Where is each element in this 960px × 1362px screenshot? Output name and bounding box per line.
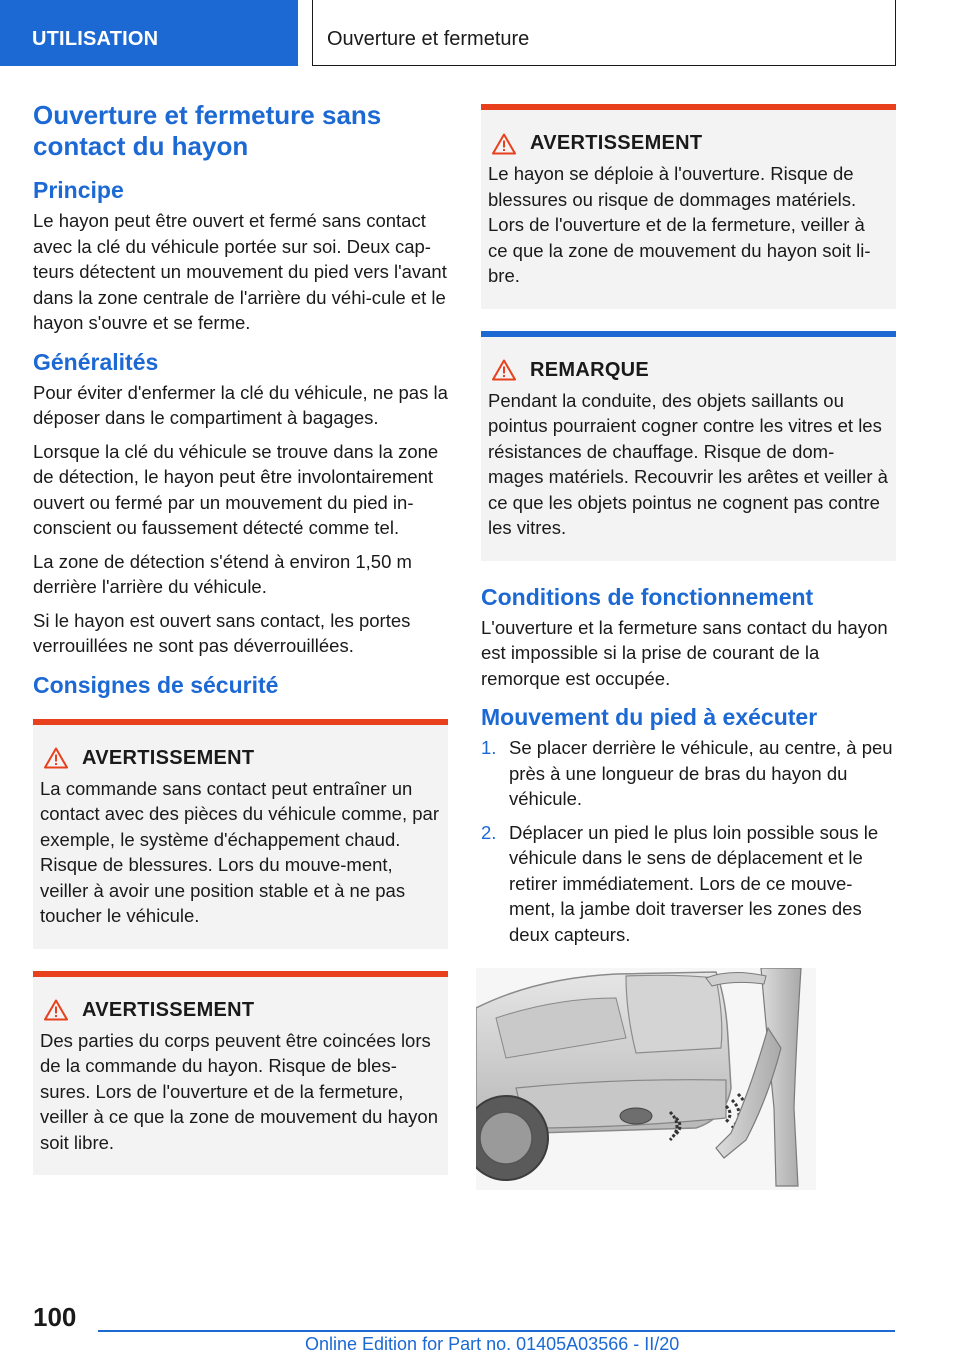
- warning-triangle-icon: [44, 999, 68, 1021]
- warning-box-header: [40, 747, 440, 770]
- car-rear-illustration: [476, 968, 816, 1190]
- warning-triangle-icon: [492, 359, 516, 381]
- warning-text: La commande sans contact peut entraîner un contact avec des pièces du véhicule comme, par exemple, le système d'échappement chaud. Risque de blessures. Lors du mouve-ment, veiller à avoir une position stable et à ne pas toucher le véhicule.: [40, 777, 439, 926]
- right-column: [481, 72, 896, 955]
- warning-text: Le hayon se déploie à l'ouverture. Risque de blessures ou risque de dommages matériels. Lors de l'ouverture et de la fermeture, veiller à ce que la zone de mouvement du hayon soit li-bre.: [488, 163, 871, 286]
- generalites-paragraph: Si le hayon est ouvert sans contact, les portes verrouillées ne sont pas déverrouillées.: [33, 609, 411, 656]
- generalites-paragraph: Pour éviter d'enfermer la clé du véhicule, ne pas la déposer dans le compartiment à bagages.: [33, 381, 448, 428]
- principe-heading: Principe: [33, 177, 124, 203]
- section-tab: UTILISATION: [0, 0, 298, 66]
- page-number: 100: [33, 1302, 77, 1332]
- notice-text: Pendant la conduite, des objets saillants ou pointus pourraient cogner contre les vitres et les résistances de chauffage. Risque de dom-mages matériels. Recouvrir les arêtes et veiller à ce que les objets pointus ne cognent pas contre les vitres.: [488, 389, 888, 538]
- warning-triangle-icon: [44, 747, 68, 769]
- left-column: [33, 100, 448, 1197]
- conditions-text: L'ouverture et la fermeture sans contact du hayon est impossible si la prise de courant de la remorque est occupée.: [481, 616, 888, 689]
- warning-title: AVERTISSEMENT: [82, 998, 255, 1021]
- step-number: 1.: [481, 737, 497, 758]
- mouvement-heading: Mouvement du pied à exécuter: [481, 704, 818, 730]
- step-text: Déplacer un pied le plus loin possible sous le véhicule dans le sens de déplacement et le retirer immédiatement. Lors de ce mouve-ment, la jambe doit traverser les zones des deux capteurs.: [509, 821, 879, 945]
- notice-box: [481, 331, 896, 561]
- warning-triangle-icon: [492, 133, 516, 155]
- footer-edition: Online Edition for Part no. 01405A03566 - II/20: [305, 1334, 680, 1354]
- warning-title: AVERTISSEMENT: [82, 746, 255, 769]
- warning-box-header: [40, 999, 440, 1022]
- warning-box: [33, 719, 448, 949]
- notice-title: REMARQUE: [530, 358, 650, 381]
- generalites-paragraph: La zone de détection s'étend à environ 1,50 m derrière l'arrière du véhicule.: [33, 550, 412, 597]
- consignes-heading: Consignes de sécurité: [33, 671, 279, 698]
- conditions-heading: Conditions de fonctionnement: [481, 583, 814, 610]
- warning-box: [33, 971, 448, 1176]
- steps-list: [481, 735, 896, 947]
- warning-box: [481, 104, 896, 309]
- notice-box-header: [488, 359, 888, 382]
- page-header: [0, 0, 960, 66]
- page-heading: Ouverture et fermeture sans contact du hayon: [33, 100, 382, 161]
- warning-box-header: [488, 132, 888, 155]
- chapter-title: Ouverture et fermeture: [312, 0, 896, 66]
- step-number: 2.: [481, 821, 497, 843]
- warning-text: Des parties du corps peuvent être coincées lors de la commande du hayon. Risque de bles-sures. Lors de l'ouverture et de la fermeture, veiller à ce que la zone de mouvement du hayon soit libre.: [40, 1029, 439, 1153]
- list-item: [481, 820, 896, 948]
- generalites-heading: Généralités: [33, 348, 159, 375]
- footer-divider: [98, 1330, 895, 1332]
- principe-text: Le hayon peut être ouvert et fermé sans contact avec la clé du véhicule portée sur soi. Deux cap-teurs détectent un mouvement du pied vers l'avant dans la zone centrale de l'arrière du véhi-cule et le hayon s'ouvre et se ferme.: [33, 210, 447, 333]
- generalites-paragraph: Lorsque la clé du véhicule se trouve dans la zone de détection, le hayon peut être involontairement ouvert ou fermé par un mouvement du pied in-conscient ou faussement détecté comme tel.: [33, 440, 439, 538]
- illustration-foot-gesture: [476, 968, 816, 1190]
- warning-title: AVERTISSEMENT: [530, 132, 703, 154]
- list-item: [481, 735, 896, 812]
- step-text: Se placer derrière le véhicule, au centre, à peu près à une longueur de bras du hayon du véhicule.: [509, 737, 893, 809]
